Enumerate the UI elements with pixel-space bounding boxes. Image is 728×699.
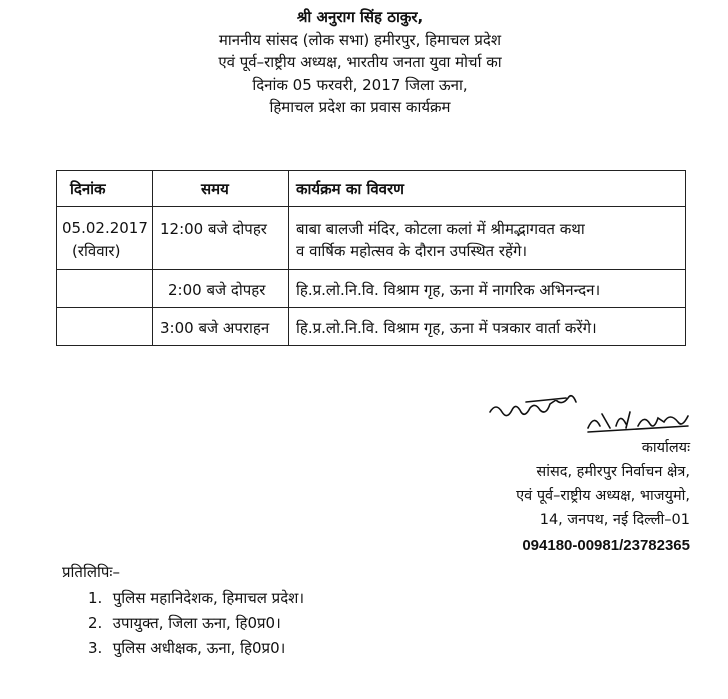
row-time: 2:00 बजे दोपहर xyxy=(168,281,266,299)
copy-item-text: पुलिस अधीक्षक, ऊना, हि0प्र0। xyxy=(112,639,286,657)
header-designation: माननीय सांसद (लोक सभा) हमीरपुर, हिमाचल प्रदेश xyxy=(218,30,502,49)
copy-to-list xyxy=(88,586,304,661)
row-description: हि.प्र.लो.नि.वि. विश्राम गृह, ऊना में नागरिक अभिनन्दन। xyxy=(296,281,601,299)
row-time: 12:00 बजे दोपहर xyxy=(160,220,267,238)
table-row-divider xyxy=(56,269,686,270)
column-header-time: समय xyxy=(201,180,229,198)
office-address-line: 14, जनपथ, नई दिल्ली–01 xyxy=(539,512,690,528)
copy-item-number: 2. xyxy=(88,614,103,632)
table-row-divider xyxy=(56,307,686,308)
office-address xyxy=(420,436,690,558)
column-header-description: कार्यक्रम का विवरण xyxy=(296,180,404,198)
signature-scribble xyxy=(470,392,710,440)
copy-item-text: उपायुक्त, जिला ऊना, हि0प्र0। xyxy=(112,614,281,632)
table-border-right xyxy=(685,170,686,346)
schedule-day: (रविवार) xyxy=(72,242,121,260)
column-header-date: दिनांक xyxy=(70,180,106,198)
row-description-continued: व वार्षिक महोत्सव के दौरान उपस्थित रहेंगे। xyxy=(296,242,528,260)
copy-to-item xyxy=(88,586,304,611)
row-description: बाबा बालजी मंदिर, कोटला कलां में श्रीमद्भागवत कथा xyxy=(296,220,585,238)
header-former-post: एवं पूर्व–राष्ट्रीय अध्यक्ष, भारतीय जनता युवा मोर्चा का xyxy=(218,53,502,71)
table-column-divider xyxy=(152,170,153,346)
header-date-place: दिनांक 05 फरवरी, 2017 जिला ऊना, xyxy=(252,75,468,94)
row-description: हि.प्र.लो.नि.वि. विश्राम गृह, ऊना में पत्रकार वार्ता करेंगे। xyxy=(296,319,597,337)
copy-item-number: 1. xyxy=(88,589,103,607)
copy-item-text: पुलिस महानिदेशक, हिमाचल प्रदेश। xyxy=(112,589,305,607)
table-column-divider xyxy=(288,170,289,346)
table-border-left xyxy=(56,170,57,346)
schedule-date: 05.02.2017 xyxy=(62,219,148,237)
office-phone: 094180-00981/23782365 xyxy=(522,537,690,554)
table-header-divider xyxy=(56,206,686,207)
row-time: 3:00 बजे अपराहन xyxy=(160,319,270,337)
schedule-table xyxy=(56,170,686,346)
office-label: कार्यालयः xyxy=(641,440,690,456)
handwritten-signature xyxy=(470,392,710,440)
copy-to-label: प्रतिलिपिः– xyxy=(62,563,120,581)
copy-to-item xyxy=(88,611,304,636)
table-border-bottom xyxy=(56,345,686,346)
letter-header xyxy=(100,6,620,119)
header-program-title: हिमाचल प्रदेश का प्रवास कार्यक्रम xyxy=(269,98,451,116)
table-border-top xyxy=(56,170,686,171)
office-address-line: एवं पूर्व–राष्ट्रीय अध्यक्ष, भाजयुमो, xyxy=(516,488,690,504)
copy-to-item xyxy=(88,636,304,661)
office-address-line: सांसद, हमीरपुर निर्वाचन क्षेत्र, xyxy=(536,464,690,480)
copy-item-number: 3. xyxy=(88,639,103,657)
header-name: श्री अनुराग सिंह ठाकुर, xyxy=(296,8,424,26)
